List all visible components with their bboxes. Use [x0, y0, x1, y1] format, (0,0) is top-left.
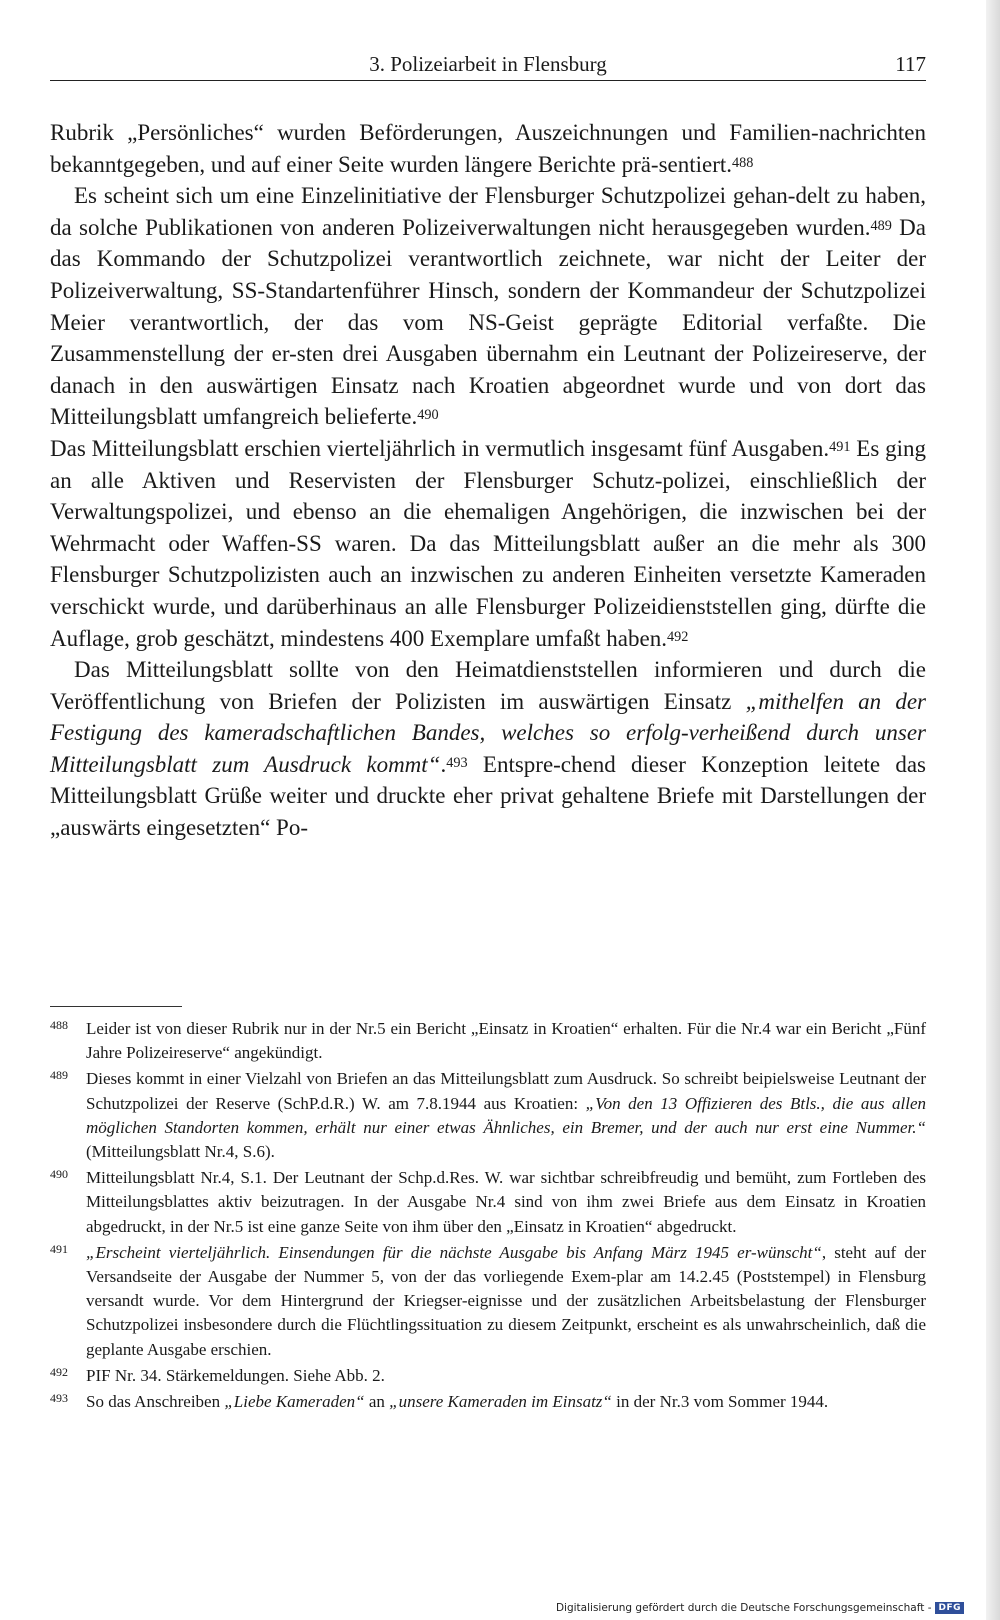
- page-number: 117: [895, 52, 926, 76]
- footnote-number: 493: [50, 1391, 68, 1406]
- footnote-ref-488: 488: [732, 154, 754, 171]
- footnote-number: 491: [50, 1241, 68, 1256]
- running-header: [50, 50, 926, 81]
- footnote-ref-489: 489: [870, 217, 892, 234]
- footnote-488: 488 Leider ist von dieser Rubrik nur in der Nr.5 ein Bericht „Einsatz in Kroatien“ erhalten. Für die Nr.4 war ein Bericht „Fünf Jahre Polizeireserve“ angekündigt.: [50, 1017, 926, 1065]
- footnote-number: 489: [50, 1068, 68, 1083]
- footnote-separator: [50, 1006, 182, 1007]
- footnote-489: 489 Dieses kommt in einer Vielzahl von Briefen an das Mitteilungsblatt zum Ausdruck. So schreibt beipielsweise Leutnant der Schutzpolizei der Reserve (SchP.d.R.) W. am 7.8.1944 aus Kroatien: „Von den 13 Offizieren des Btls., die aus allen möglichen Standorten kommen, erhält nur einer etwas Ähnliches, ein Bremer, und der auch nur erst eine Nummer.“ (Mitteilungsblatt Nr.4, S.6).: [50, 1067, 926, 1164]
- footnote-493: 493 So das Anschreiben „Liebe Kameraden“ an „unsere Kameraden im Einsatz“ in der Nr.3 vom Sommer 1944.: [50, 1390, 926, 1414]
- main-text: [50, 117, 926, 844]
- digitization-credit: [556, 1602, 964, 1614]
- footnote-ref-490: 490: [417, 407, 439, 424]
- footnote-490: 490 Mitteilungsblatt Nr.4, S.1. Der Leutnant der Schp.d.Res. W. war sichtbar schreibfreudig und bemüht, zum Fortleben des Mitteilungsblattes aktiv beizutragen. In der Ausgabe Nr.4 sind von ihm zwei Briefe aus dem Einsatz in Kroatien abgedruckt, in der Nr.5 ist eine ganze Seite von ihm über den „Einsatz in Kroatien“ abgedruckt.: [50, 1166, 926, 1239]
- footnotes: [50, 1017, 926, 1416]
- footnote-492: 492 PIF Nr. 34. Stärkemeldungen. Siehe Abb. 2.: [50, 1364, 926, 1388]
- running-title: 3. Polizeiarbeit in Flensburg: [369, 52, 607, 76]
- dfg-logo: DFG: [935, 1602, 964, 1614]
- credit-text: Digitalisierung gefördert durch die Deutsche Forschungsgemeinschaft -: [555, 1602, 932, 1614]
- quotation: „mithelfen an der Festigung des kameradschaftlichen Bandes, welches so erfolg-verheißend durch unser Mitteilungsblatt zum Ausdruck kommt“: [50, 688, 926, 777]
- paragraph-4: Das Mitteilungsblatt sollte von den Heimatdienststellen informieren und durch die Veröffentlichung von Briefen der Polizisten im auswärtigen Einsatz „mithelfen an der Festigung des kameradschaftlichen Bandes, welches so erfolg-verheißend durch unser Mitteilungsblatt zum Ausdruck kommt“.$^{493}$ Entspre-chend dieser Konzeption leitete das Mitteilungsblatt Grüße weiter und druckte eher privat gehaltene Briefe mit Darstellungen der „auswärts eingesetzten“ Po-: [50, 657, 927, 841]
- paragraph-2: Es scheint sich um eine Einzelinitiative der Flensburger Schutzpolizei gehan-delt zu haben, da solche Publikationen von anderen Polizeiverwaltungen nicht herausgegeben wurden.$^{489}$ Da das Kommando der Schutzpolizei verantwortlich zeichnete, war nicht der Leiter der Polizeiverwaltung, SS-Standartenführer Hinsch, sondern der Kommandeur der Schutzpolizei Meier verantwortlich, der das vom NS-Geist geprägte Editorial verfaßte. Die Zusammenstellung der er-sten drei Ausgaben übernahm ein Leutnant der Polizeireserve, der danach in den auswärtigen Einsatz nach Kroatien abgeordnet wurde und von dort das Mitteilungsblatt umfangreich belieferte.$^{490}$: [50, 183, 926, 430]
- paragraph-1: Rubrik „Persönliches“ wurden Beförderungen, Auszeichnungen und Familien-nachrichten bekanntgegeben, und auf einer Seite wurden längere Berichte prä-sentiert.$^{488}$: [50, 120, 926, 177]
- footnote-ref-492: 492: [666, 628, 689, 645]
- footnote-491: 491 „Erscheint vierteljährlich. Einsendungen für die nächste Ausgabe bis Anfang März 1945 er-wünscht“, steht auf der Versandseite der Ausgabe der Nummer 5, von der das vorliegende Exem-plar am 14.2.45 (Poststempel) in Flensburg versandt wurde. Vor dem Hintergrund der Kriegser-eignisse und der zusätzlichen Arbeitsbelastung der Flensburger Schutzpolizei insbesondere durch die Flüchtlingssituation zu diesem Zeitpunkt, erscheint es als unwahrscheinlich, daß die geplante Ausgabe erschien.: [50, 1241, 926, 1362]
- footnote-ref-493: 493: [446, 754, 468, 771]
- footnote-number: 492: [50, 1364, 68, 1379]
- footnote-ref-491: 491: [829, 438, 851, 455]
- paragraph-3: Das Mitteilungsblatt erschien vierteljährlich in vermutlich insgesamt fünf Ausgaben.$^{491}$ Es ging an alle Aktiven und Reservisten der Flensburger Schutz-polizei, einschließlich der Verwaltungspolizei, und ebenso an die ehemaligen Angehörigen, die inzwischen bei der Wehrmacht oder Waffen-SS waren. Da das Mitteilungsblatt außer an die mehr als 300 Flensburger Schutzpolizisten auch an inzwischen zu anderen Einheiten versetzte Kameraden verschickt wurde, und darüberhinaus an alle Flensburger Polizeidienststellen ging, dürfte die Auflage, grob geschätzt, mindestens 400 Exemplare umfaßt haben.$^{492}$: [50, 435, 926, 651]
- footnote-number: 490: [50, 1167, 68, 1182]
- page-edge-shadow: [986, 0, 1000, 1620]
- footnote-number: 488: [50, 1018, 68, 1032]
